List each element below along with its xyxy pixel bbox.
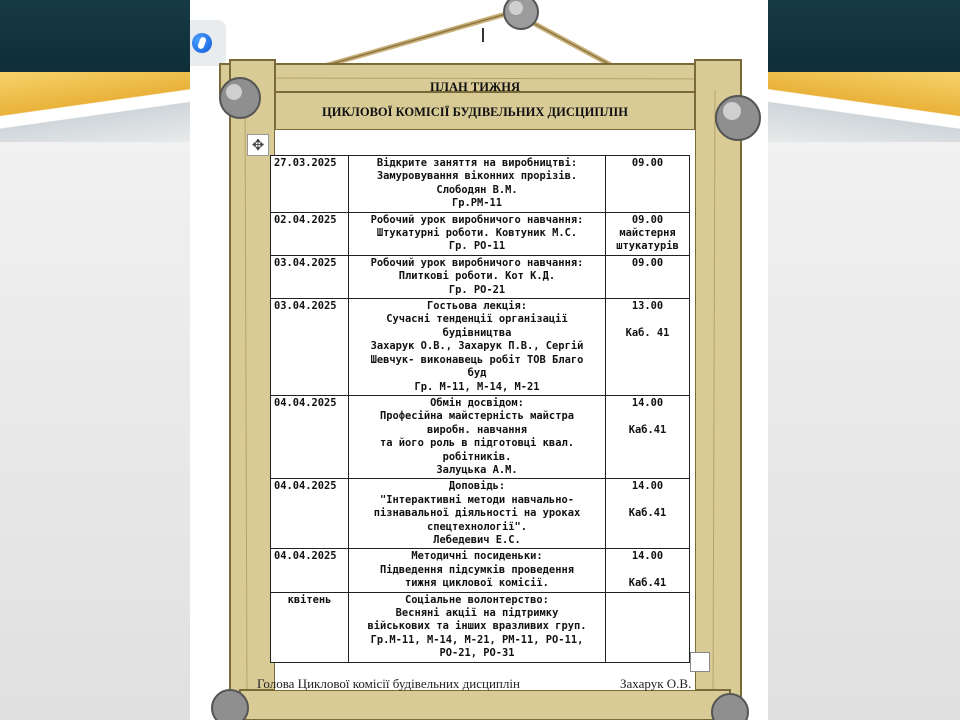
table-row [271, 479, 690, 549]
text-cursor [482, 28, 484, 42]
row-event: Робочий урок виробничого навчання: Штукатурні роботи. Ковтуник М.С. Гр. РО-11 [348, 212, 605, 255]
table-row [271, 212, 690, 255]
row-date: квітень [271, 592, 349, 662]
footer-position: Голова Циклової комісії будівельних дисциплін [257, 676, 520, 691]
table-row [271, 299, 690, 396]
row-date: 04.04.2025 [271, 549, 349, 592]
table-row [271, 395, 690, 478]
plan-table [270, 155, 690, 663]
plan-title: ПЛАН ТИЖНЯ [429, 80, 521, 94]
row-event: Відкрите заняття на виробництві: Замуровування віконних прорізів. Слободян В.М. Гр.РМ-11 [348, 156, 605, 213]
table-row [271, 156, 690, 213]
row-time [606, 592, 690, 662]
row-date: 02.04.2025 [271, 212, 349, 255]
row-date: 04.04.2025 [271, 479, 349, 549]
slide-gold-ribbon-left [0, 72, 190, 142]
row-event: Обмін досвідом: Професійна майстерність майстра виробн. навчання та його роль в підготовці квал. робітників. Залуцька А.М. [348, 395, 605, 478]
row-time: 09.00 [606, 255, 690, 298]
row-time: 14.00 Каб.41 [606, 395, 690, 478]
row-date: 04.04.2025 [271, 395, 349, 478]
row-event: Доповідь: "Інтерактивні методи навчально- пізнавальної діяльності на уроках спецтехнології". Лебедевич Е.С. [348, 479, 605, 549]
row-time: 09.00 майстерня штукатурів [606, 212, 690, 255]
resize-handle[interactable] [690, 652, 710, 672]
table-row [271, 255, 690, 298]
row-event: Методичні посиденьки: Підведення підсумків проведення тижня циклової комісії. [348, 549, 605, 592]
table-row [271, 592, 690, 662]
row-date: 03.04.2025 [271, 255, 349, 298]
footer-name: Захарук О.В. [620, 676, 692, 691]
row-time: 14.00 Каб.41 [606, 479, 690, 549]
row-date: 27.03.2025 [271, 156, 349, 213]
slide-gold-ribbon-right [768, 72, 960, 142]
plan-subtitle: ЦИКЛОВОЇ КОМІСІЇ БУДІВЕЛЬНИХ ДИСЦИПЛІН [322, 105, 628, 119]
row-time: 09.00 [606, 156, 690, 213]
row-date: 03.04.2025 [271, 299, 349, 396]
table-row [271, 549, 690, 592]
row-event: Робочий урок виробничого навчання: Плиткові роботи. Кот К.Д. Гр. РО-21 [348, 255, 605, 298]
table-move-handle-icon[interactable]: ✥ [247, 134, 269, 156]
row-time: 13.00 Каб. 41 [606, 299, 690, 396]
row-time: 14.00 Каб.41 [606, 549, 690, 592]
row-event: Гостьова лекція: Сучасні тенденції організації будівництва Захарук О.В., Захарук П.В., Сергій Шевчук- виконавець робіт ТОВ Благо буд Гр. М-11, М-14, М-21 [348, 299, 605, 396]
row-event: Соціальне волонтерство: Весняні акції на підтримку військових та інших вразливих груп. Гр.М-11, М-14, М-21, РМ-11, РО-11, РО-21, РО-31 [348, 592, 605, 662]
